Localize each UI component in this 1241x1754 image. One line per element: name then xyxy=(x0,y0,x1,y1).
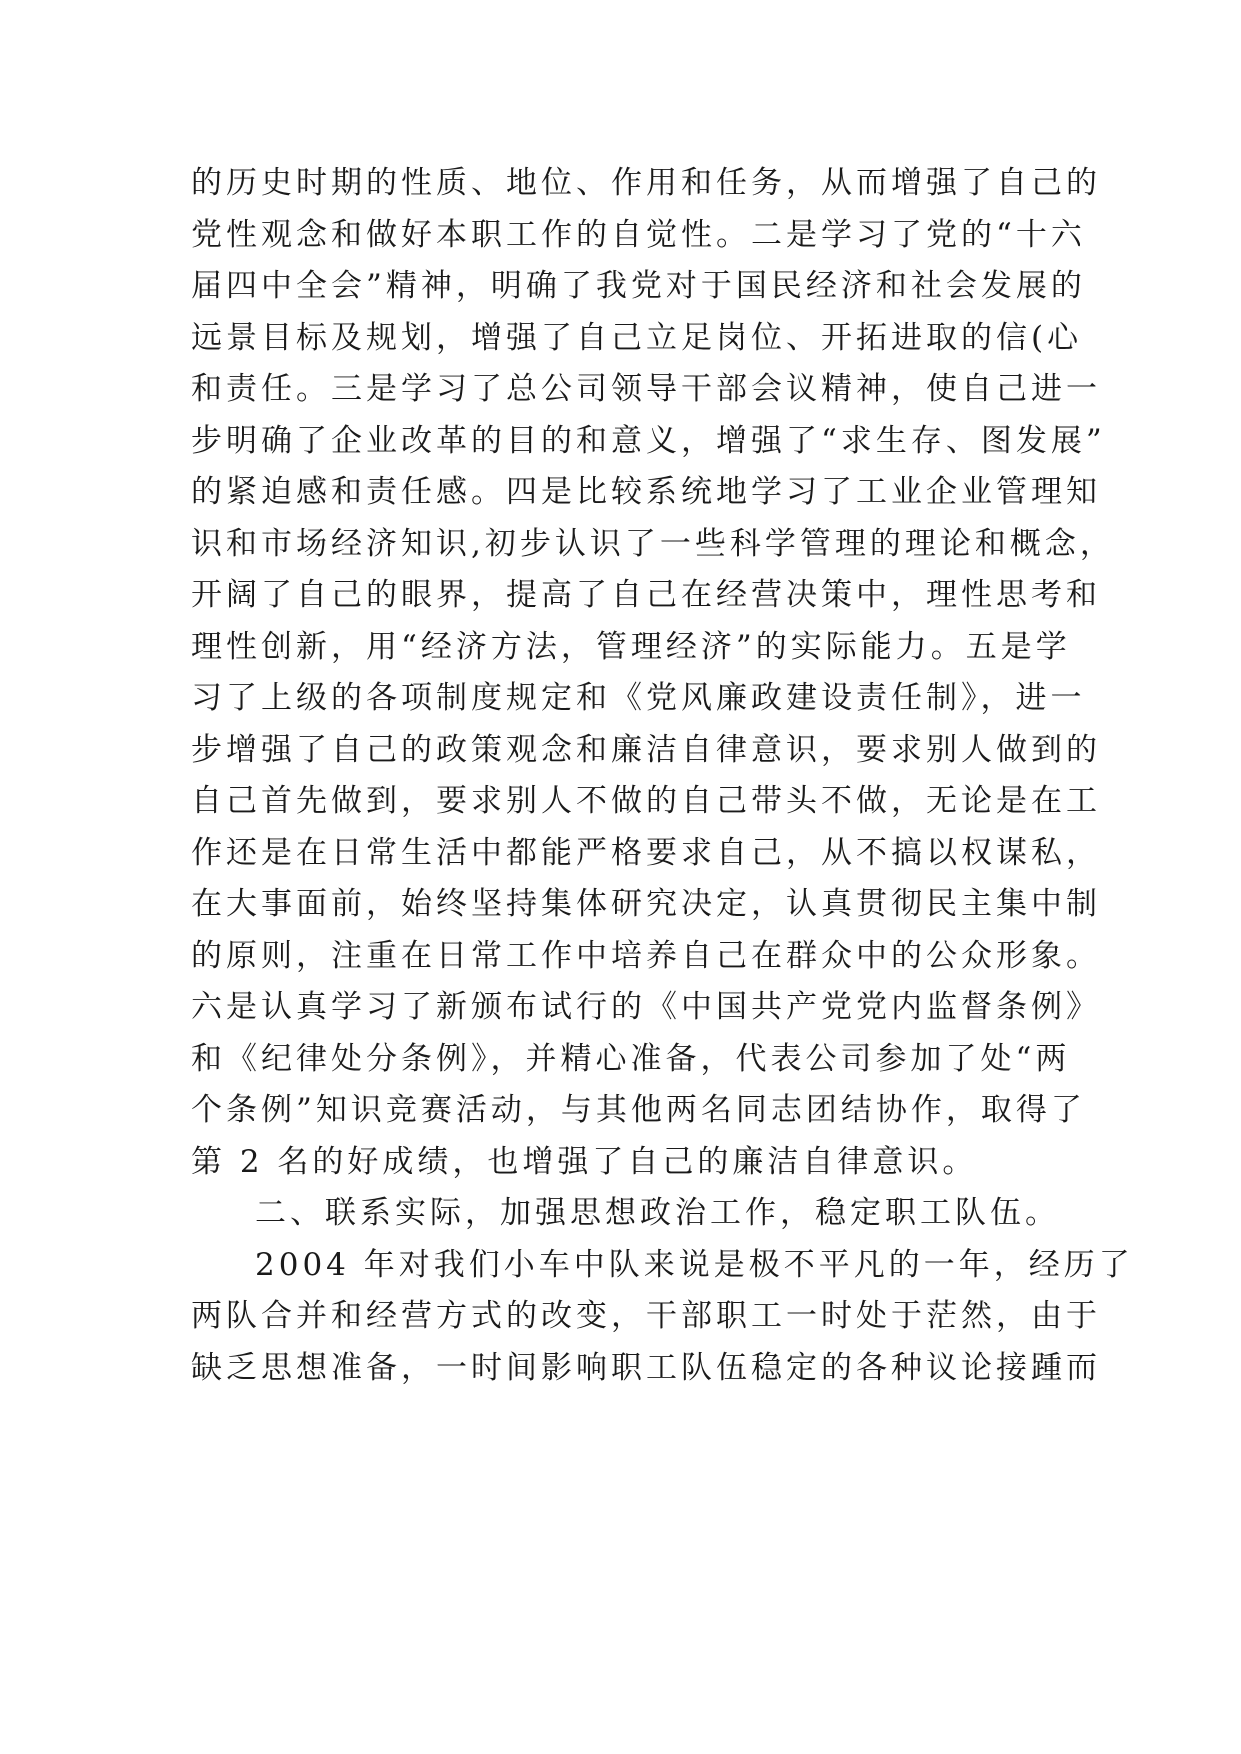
text-line: 作还是在日常生活中都能严格要求自己，从不搞以权谋私， xyxy=(191,834,1101,871)
text-line: 步明确了企业改革的目的和意义，增强了“求生存、图发展” xyxy=(191,422,1106,459)
text-line: 和责任。三是学习了总公司领导干部会议精神，使自己进一 xyxy=(191,371,1101,407)
text-line: 的原则，注重在日常工作中培养自己在群众中的公众形象。 xyxy=(191,937,1101,974)
text-line: 缺乏思想准备，一时间影响职工队伍稳定的各种议论接踵而 xyxy=(191,1349,1101,1386)
text-line: 届四中全会”精神，明确了我党对于国民经济和社会发展的 xyxy=(191,268,1086,304)
paragraph-first-line: 2004 年对我们小车中队来说是极不平凡的一年，经历了 xyxy=(255,1246,1134,1283)
text-line: 第 2 名的好成绩，也增强了自己的廉洁自律意识。 xyxy=(191,1143,978,1180)
text-line: 识和市场经济知识,初步认识了一些科学管理的理论和概念， xyxy=(191,525,1115,562)
body-text xyxy=(191,158,1134,1394)
text-line: 习了上级的各项制度规定和《党风廉政建设责任制》，进一 xyxy=(191,680,1086,716)
text-line: 开阔了自己的眼界，提高了自己在经营决策中，理性思考和 xyxy=(191,577,1101,613)
section-heading: 二、联系实际，加强思想政治工作，稳定职工队伍。 xyxy=(255,1195,1060,1231)
text-line: 两队合并和经营方式的改变，干部职工一时处于茫然，由于 xyxy=(191,1298,1101,1334)
text-line: 的紧迫感和责任感。四是比较系统地学习了工业企业管理知 xyxy=(191,474,1101,510)
text-line: 个条例”知识竞赛活动，与其他两名同志团结协作，取得了 xyxy=(191,1092,1086,1128)
text-line: 六是认真学习了新颁布试行的《中国共产党党内监督条例》 xyxy=(191,989,1101,1025)
text-line: 和《纪律处分条例》，并精心准备，代表公司参加了处“两 xyxy=(191,1040,1071,1077)
text-line: 党性观念和做好本职工作的自觉性。二是学习了党的“十六 xyxy=(191,216,1086,253)
text-line: 的历史时期的性质、地位、作用和任务，从而增强了自己的 xyxy=(191,165,1101,201)
text-line: 在大事面前，始终坚持集体研究决定，认真贯彻民主集中制 xyxy=(191,886,1101,922)
text-line: 步增强了自己的政策观念和廉洁自律意识，要求别人做到的 xyxy=(191,731,1101,768)
text-line: 自己首先做到，要求别人不做的自己带头不做，无论是在工 xyxy=(191,783,1101,819)
text-line: 远景目标及规划，增强了自己立足岗位、开拓进取的信(心 xyxy=(191,319,1083,356)
text-line: 理性创新，用“经济方法，管理经济”的实际能力。五是学 xyxy=(191,628,1071,665)
